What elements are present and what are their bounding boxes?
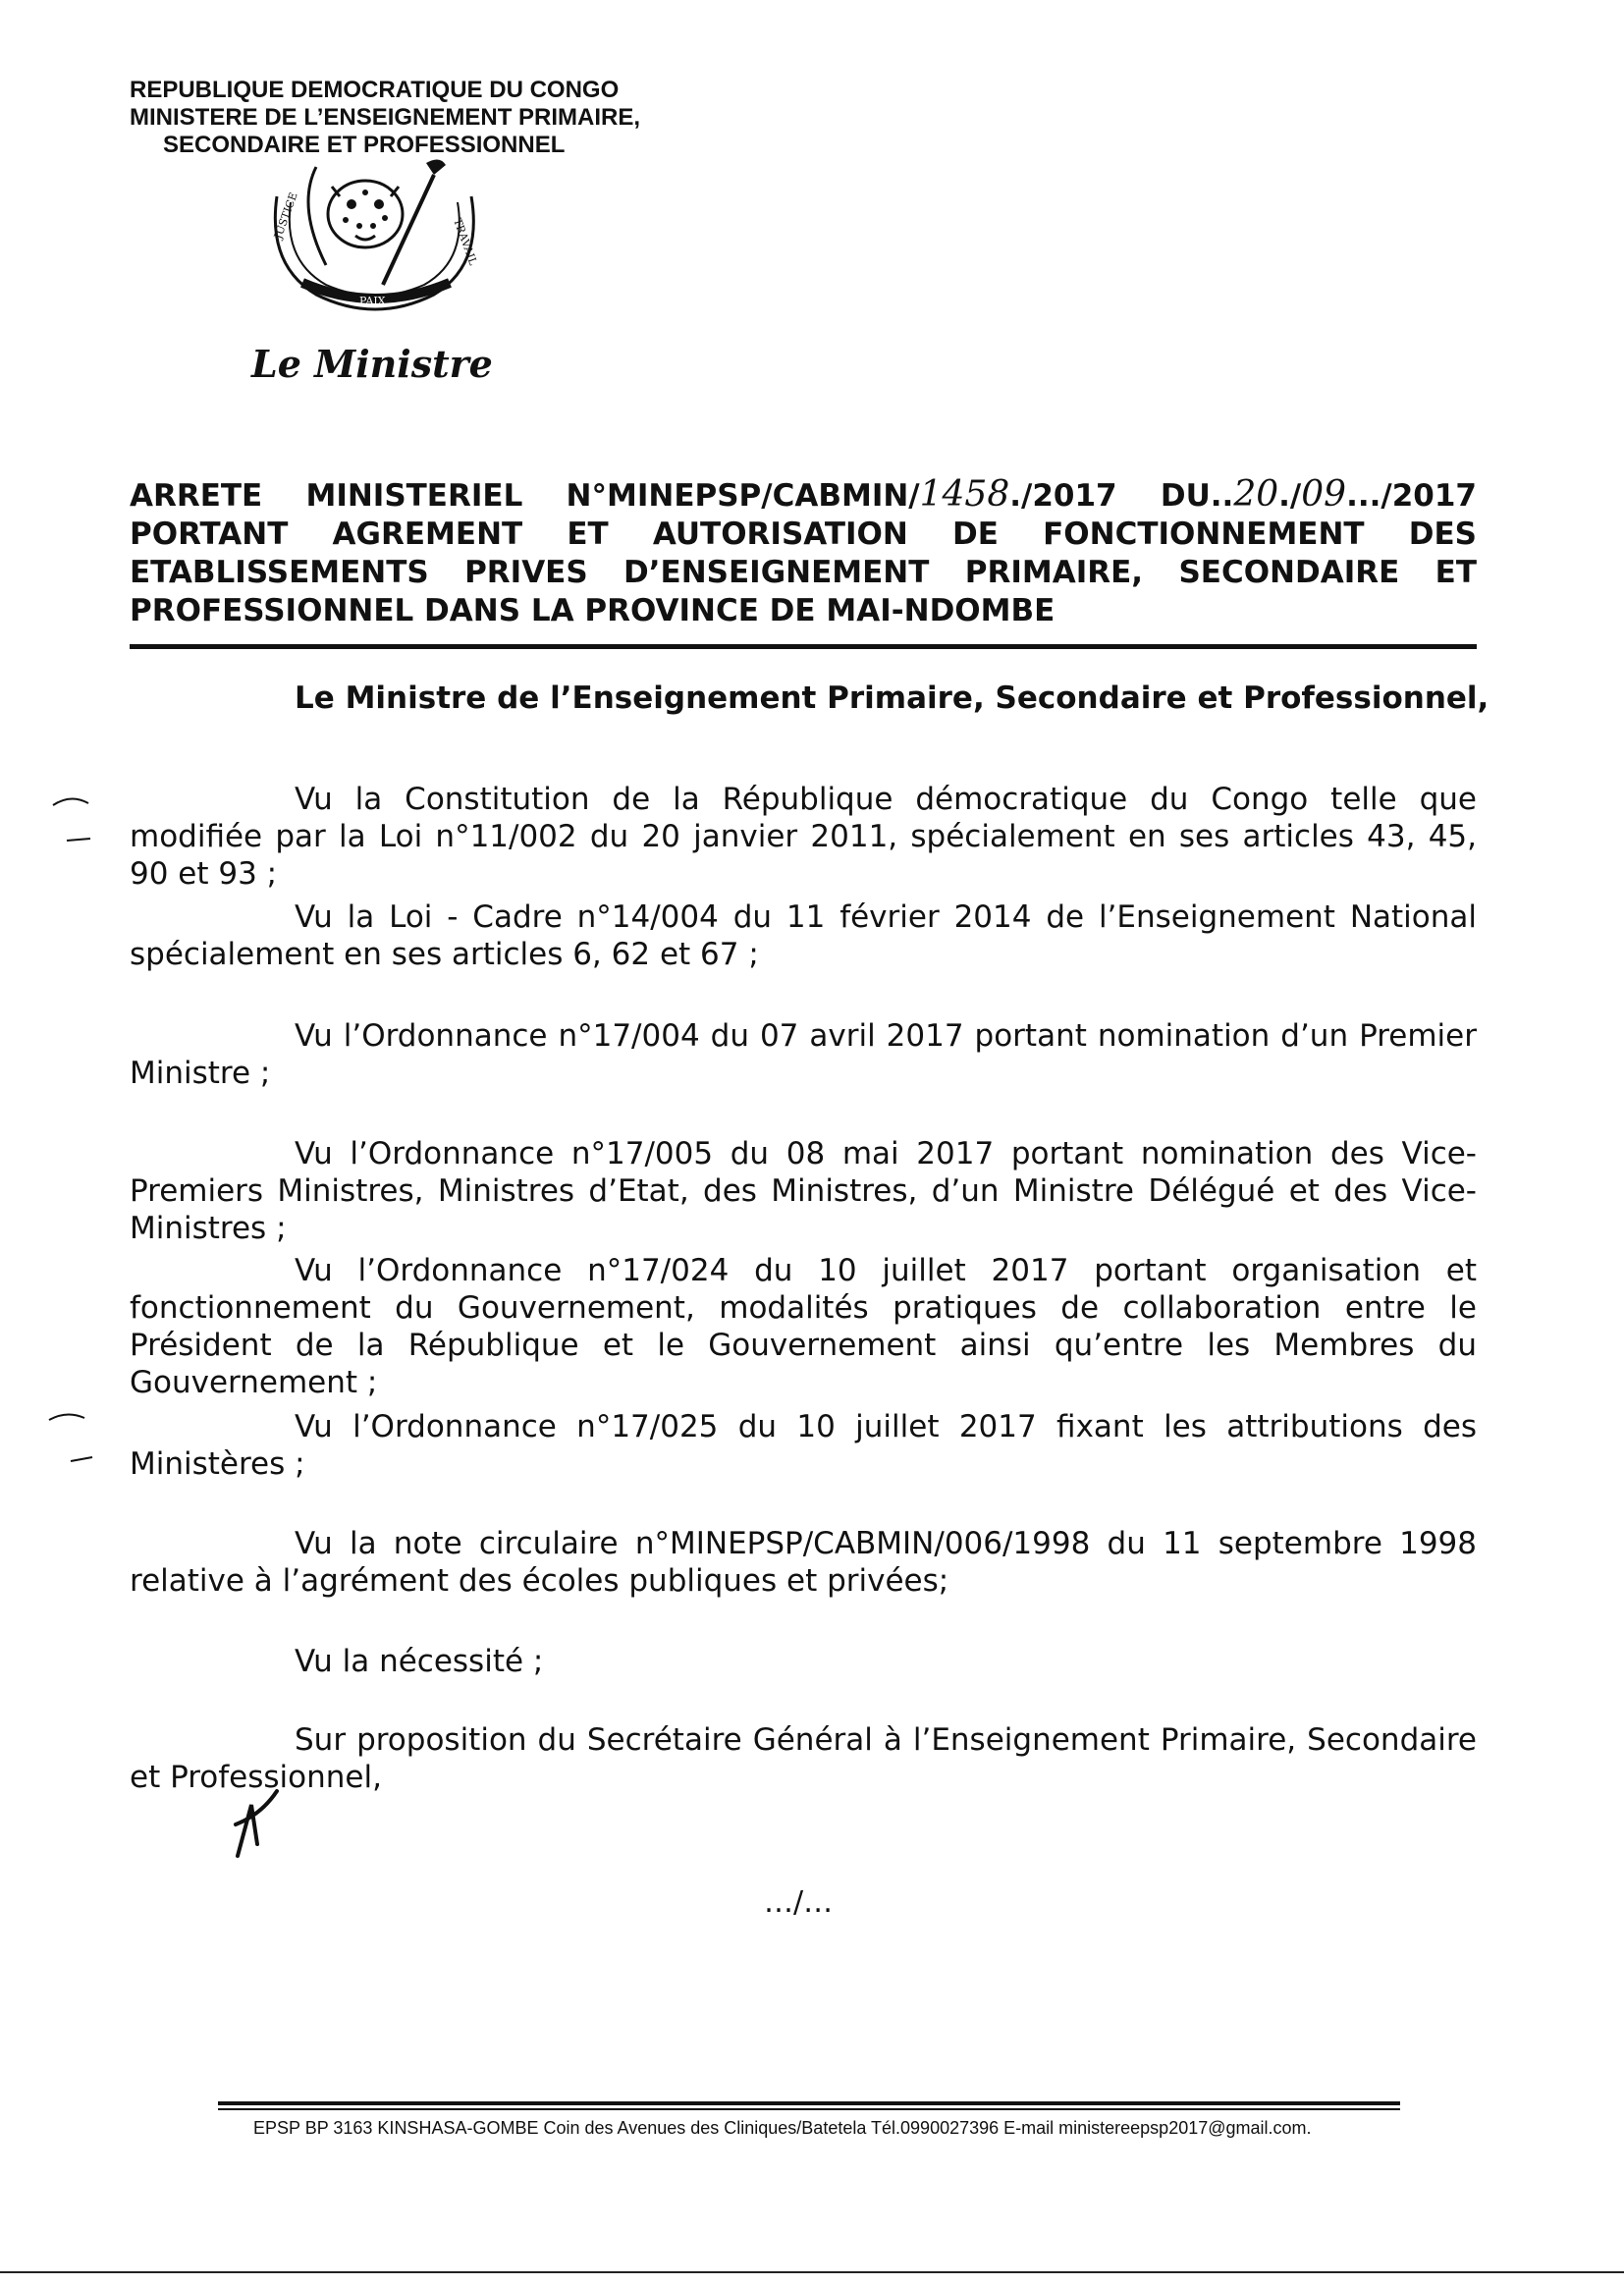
page-edge-line — [0, 2271, 1624, 2273]
decree-title — [130, 475, 1477, 630]
coat-of-arms-emblem — [257, 157, 493, 334]
header-country: REPUBLIQUE DEMOCRATIQUE DU CONGO — [130, 77, 620, 103]
footer-address: EPSP BP 3163 KINSHASA-GOMBE Coin des Avenues des Cliniques/Batetela Tél.0990027396 E-mail ministereepsp2017@gmail.com. — [253, 2118, 1312, 2138]
motto-justice: JUSTICE — [271, 190, 300, 242]
paragraph-ordonnance-005: Vu l’Ordonnance n°17/005 du 08 mai 2017 portant nomination des Vice-Premiers Ministres, Ministres d’Etat, des Ministres, d’un Ministre Délégué et des Vice-Ministres ; — [130, 1136, 1477, 1246]
title-line-4: PROFESSIONNEL DANS LA PROVINCE DE MAI-NDOMBE — [130, 593, 1056, 628]
header-ministry-cont: SECONDAIRE ET PROFESSIONNEL — [163, 132, 566, 158]
leopard-head-icon — [328, 181, 403, 247]
motto-travail: TRAVAIL — [451, 216, 480, 267]
paragraph-ordonnance-004: Vu l’Ordonnance n°17/004 du 07 avril 2017 portant nomination d’un Premier Ministre ; — [130, 1018, 1477, 1091]
paragraph-ordonnance-024: Vu l’Ordonnance n°17/024 du 10 juillet 2017 portant organisation et fonctionnement du Gouvernement, modalités pratiques de collaboration entre le Président de la République et le Gouvernement ainsi qu’entre les Membres du Gouvernement ; — [130, 1253, 1477, 1400]
decree-year-du: ./2017 DU.. — [1009, 478, 1234, 514]
tusk-icon — [308, 167, 326, 265]
minister-heading: Le Ministre de l’Enseignement Primaire, Secondaire et Professionnel, — [295, 680, 1489, 716]
paragraph-proposition: Sur proposition du Secrétaire Général à l’Enseignement Primaire, Secondaire et Professionnel, — [130, 1722, 1477, 1795]
footer-divider — [218, 2101, 1400, 2105]
margin-mark — [69, 1451, 108, 1471]
motto-paix: PAIX — [359, 295, 386, 307]
paragraph-necessite: Vu la nécessité ; — [295, 1644, 544, 1679]
title-divider — [130, 644, 1477, 649]
paragraph-loi-cadre: Vu la Loi - Cadre n°14/004 du 11 février 2014 de l’Enseignement National spécialement en ses articles 6, 62 et 67 ; — [130, 899, 1477, 972]
margin-mark — [51, 791, 90, 811]
footer-divider-thin — [218, 2108, 1400, 2110]
title-line-1 — [130, 475, 1477, 516]
margin-mark — [65, 831, 104, 850]
continued-marker: …/… — [764, 1885, 834, 1920]
title-line-3: ETABLISSEMENTS PRIVES D’ENSEIGNEMENT PRIMAIRE, SECONDAIRE ET — [130, 555, 1477, 590]
handwritten-day: 20 — [1233, 474, 1279, 515]
ministry-header — [130, 77, 640, 159]
header-ministry: MINISTERE DE L’ENSEIGNEMENT PRIMAIRE, — [130, 104, 641, 131]
paragraph-constitution: Vu la Constitution de la République démocratique du Congo telle que modifiée par la Loi n°11/002 du 20 janvier 2011, spécialement en ses articles 43, 45, 90 et 93 ; — [130, 782, 1477, 892]
signature-title: Le Ministre — [251, 342, 493, 386]
margin-mark — [47, 1408, 86, 1428]
date-separator: ./ — [1278, 478, 1302, 514]
title-line-2: PORTANT AGREMENT ET AUTORISATION DE FONCTIONNEMENT DES — [130, 517, 1477, 552]
paragraph-ordonnance-025: Vu l’Ordonnance n°17/025 du 10 juillet 2017 fixant les attributions des Ministères ; — [130, 1409, 1477, 1482]
handwritten-decree-number: 1458 — [919, 474, 1010, 515]
date-year: .../2017 — [1346, 478, 1477, 514]
decree-reference: ARRETE MINISTERIEL N°MINEPSP/CABMIN/ — [130, 478, 920, 514]
paragraph-note-circulaire: Vu la note circulaire n°MINEPSP/CABMIN/006/1998 du 11 septembre 1998 relative à l’agrément des écoles publiques et privées; — [130, 1526, 1477, 1599]
handwritten-month: 09 — [1301, 474, 1347, 515]
handwritten-initial — [232, 1785, 281, 1864]
